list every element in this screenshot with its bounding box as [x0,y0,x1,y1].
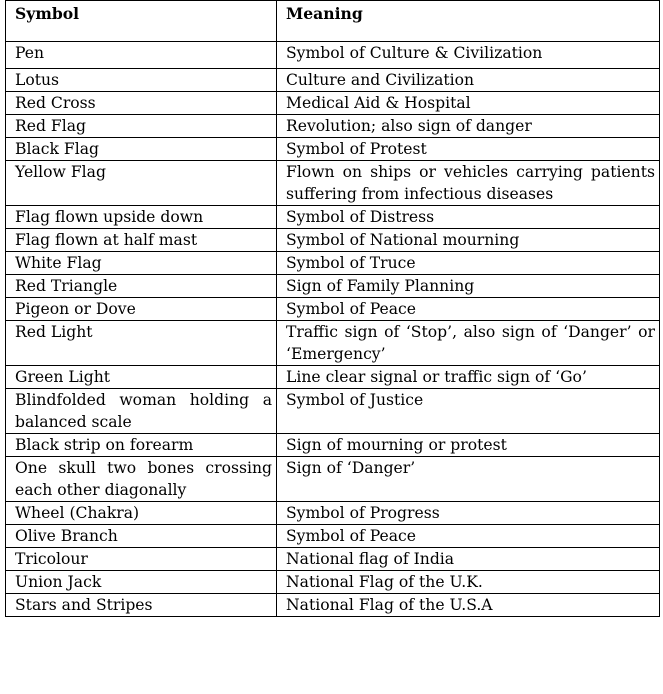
symbol-cell: Red Flag [6,115,277,138]
table-row [6,138,660,161]
table-row [6,502,660,525]
symbol-cell: Wheel (Chakra) [6,502,277,525]
table-row [6,434,660,457]
meaning-cell: Flown on ships or vehicles carrying patients suffering from infectious diseases [277,161,660,206]
meaning-cell: Sign of ‘Danger’ [277,457,660,502]
meaning-cell: Symbol of National mourning [277,229,660,252]
symbol-cell: Pen [6,42,277,69]
symbol-cell: Red Cross [6,92,277,115]
table-row [6,525,660,548]
meaning-cell: Traffic sign of ‘Stop’, also sign of ‘Danger’ or ‘Emergency’ [277,321,660,366]
symbol-cell: Green Light [6,366,277,389]
header-symbol: Symbol [6,1,277,42]
meaning-cell: Sign of Family Planning [277,275,660,298]
table-row [6,69,660,92]
table-row [6,457,660,502]
symbol-cell: Flag flown upside down [6,206,277,229]
table-row [6,161,660,206]
table-header [6,1,660,42]
meaning-cell: Revolution; also sign of danger [277,115,660,138]
header-row [6,1,660,42]
header-meaning: Meaning [277,1,660,42]
symbols-table [5,0,660,617]
symbol-cell: Union Jack [6,571,277,594]
table-row [6,389,660,434]
table-row [6,206,660,229]
meaning-cell: Symbol of Protest [277,138,660,161]
symbol-cell: Lotus [6,69,277,92]
symbol-cell: Pigeon or Dove [6,298,277,321]
symbol-cell: Yellow Flag [6,161,277,206]
table-row [6,115,660,138]
symbol-cell: Olive Branch [6,525,277,548]
symbol-cell: Red Light [6,321,277,366]
symbol-cell: White Flag [6,252,277,275]
meaning-cell: Sign of mourning or protest [277,434,660,457]
table-row [6,252,660,275]
symbol-cell: Black strip on forearm [6,434,277,457]
symbol-cell: Red Triangle [6,275,277,298]
table-row [6,321,660,366]
meaning-cell: Symbol of Culture & Civilization [277,42,660,69]
meaning-cell: National flag of India [277,548,660,571]
meaning-cell: Symbol of Distress [277,206,660,229]
table-row [6,366,660,389]
table-row [6,92,660,115]
symbol-cell: Stars and Stripes [6,594,277,617]
symbol-cell: Tricolour [6,548,277,571]
meaning-cell: National Flag of the U.K. [277,571,660,594]
table-row [6,548,660,571]
table-row [6,42,660,69]
meaning-cell: Symbol of Truce [277,252,660,275]
meaning-cell: Symbol of Justice [277,389,660,434]
meaning-cell: Symbol of Peace [277,298,660,321]
symbol-cell: Flag flown at half mast [6,229,277,252]
table-row [6,275,660,298]
symbol-cell: One skull two bones crossing each other diagonally [6,457,277,502]
table-body [6,42,660,617]
meaning-cell: Medical Aid & Hospital [277,92,660,115]
meaning-cell: Symbol of Progress [277,502,660,525]
table-row [6,229,660,252]
meaning-cell: National Flag of the U.S.A [277,594,660,617]
symbol-cell: Blindfolded woman holding a balanced scale [6,389,277,434]
table-row [6,594,660,617]
meaning-cell: Culture and Civilization [277,69,660,92]
meaning-cell: Symbol of Peace [277,525,660,548]
meaning-cell: Line clear signal or traffic sign of ‘Go’ [277,366,660,389]
table-row [6,571,660,594]
table-row [6,298,660,321]
symbol-cell: Black Flag [6,138,277,161]
